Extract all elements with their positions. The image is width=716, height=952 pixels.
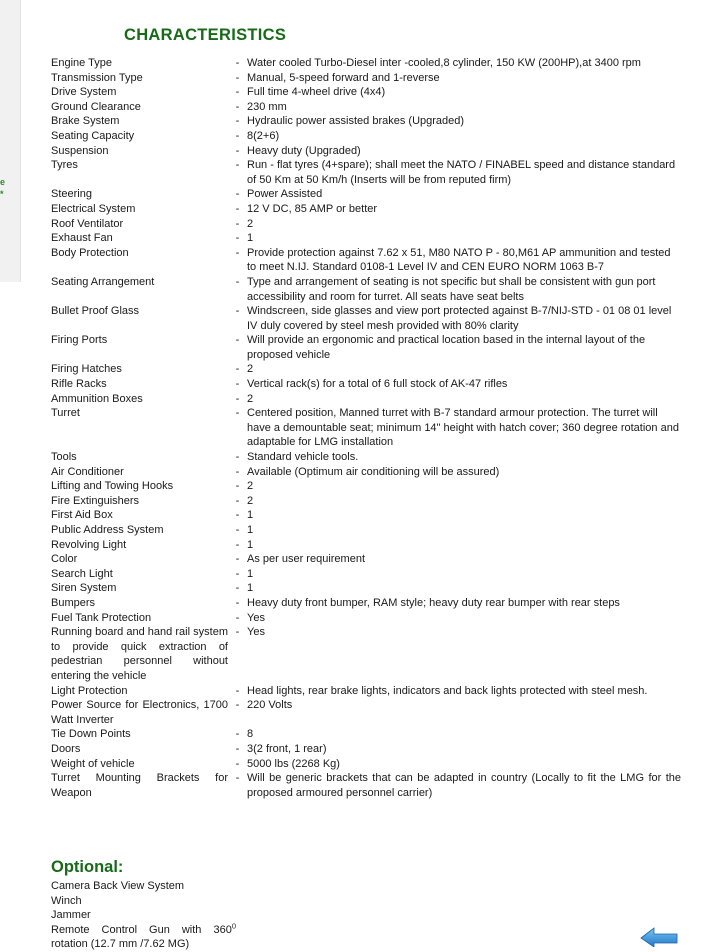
spec-row (51, 479, 681, 494)
spec-label: Lifting and Towing Hooks (51, 480, 174, 493)
spec-separator: - (235, 596, 240, 609)
spec-separator: - (235, 611, 240, 624)
spec-separator: - (235, 772, 240, 785)
spec-row (51, 114, 681, 129)
spec-row (51, 567, 681, 582)
spec-separator: - (235, 524, 240, 536)
spec-row (51, 56, 681, 71)
spec-row (51, 246, 681, 275)
spec-row (51, 362, 681, 377)
spec-separator: - (235, 71, 240, 84)
spec-label: Seating Capacity (51, 129, 135, 142)
spec-row (51, 611, 681, 626)
spec-label: Brake System (51, 115, 120, 128)
spec-value: Windscreen, side glasses and view port protected against B-7/NIJ-STD - 01 08 01 level IV duly covered by steel mesh provided with 80% clarity (247, 305, 672, 332)
spec-value: 1 (247, 538, 254, 551)
remote-gun-rest: rotation (12.7 mm /7.62 MG) (51, 938, 190, 951)
spec-value: 1 (247, 524, 254, 536)
spec-separator: - (235, 232, 240, 245)
spec-value: 12 V DC, 85 AMP or better (247, 202, 378, 215)
spec-separator: - (235, 699, 240, 712)
spec-separator: - (235, 407, 240, 420)
spec-label: Roof Ventilator (51, 217, 124, 230)
spec-label: Running board and hand rail system to provide quick extraction of pedestrian personnel without entering the vehicle (51, 626, 228, 682)
spec-separator: - (235, 728, 240, 741)
spec-label: Suspension (51, 144, 109, 157)
spec-value: 2 (247, 217, 254, 230)
spec-separator: - (235, 757, 240, 770)
remote-gun-text: Remote Control Gun with 360 (51, 923, 232, 936)
spec-separator: - (235, 553, 240, 566)
spec-label: Body Protection (51, 246, 129, 259)
spec-label: Siren System (51, 582, 117, 595)
spec-separator: - (235, 378, 240, 391)
spec-label: Bumpers (51, 596, 96, 609)
spec-label: Color (51, 553, 78, 566)
spec-value: 1 (247, 582, 254, 595)
spec-separator: - (235, 494, 240, 507)
spec-value: Will be generic brackets that can be adapted in country (Locally to fit the LMG for the proposed armoured personnel carrier) (247, 772, 681, 799)
side-mark: * (0, 189, 4, 199)
spec-row (51, 523, 681, 538)
spec-separator: - (235, 86, 240, 99)
spec-label: First Aid Box (51, 509, 113, 522)
spec-value: Head lights, rear brake lights, indicators and back lights protected with steel mesh. (247, 684, 648, 697)
spec-label: Fuel Tank Protection (51, 611, 152, 624)
spec-value: 230 mm (247, 100, 287, 113)
spec-separator: - (235, 305, 240, 318)
spec-value: As per user requirement (247, 553, 365, 566)
spec-label: Tyres (51, 159, 78, 172)
spec-label: Light Protection (51, 684, 128, 697)
optional-item: Camera Back View System (51, 880, 185, 892)
spec-value: 1 (247, 567, 254, 580)
spec-row (51, 71, 681, 86)
spec-value: 5000 lbs (2268 Kg) (247, 757, 340, 770)
spec-label: Turret Mounting Brackets for Weapon (51, 772, 228, 799)
spec-value: 1 (247, 509, 254, 522)
remote-gun-sup: 0 (231, 921, 236, 931)
spec-label: Ammunition Boxes (51, 392, 143, 405)
spec-value: Run - flat tyres (4+spare); shall meet the NATO / FINABEL speed and distance standard of 50 Km at 50 Km/h (Inserts will be from reputed firm) (247, 159, 676, 186)
side-mark: e (0, 177, 6, 187)
spec-value: Yes (247, 611, 265, 624)
spec-value: 2 (247, 392, 254, 405)
spec-separator: - (235, 129, 240, 142)
spec-value: 1 (247, 232, 254, 245)
spec-row (51, 771, 681, 800)
optional-item: Winch (51, 894, 82, 907)
spec-row (51, 158, 681, 187)
spec-value: Standard vehicle tools. (247, 451, 359, 464)
spec-row (51, 494, 681, 509)
spec-table (51, 56, 681, 800)
spec-label: Public Address System (51, 524, 164, 536)
spec-separator: - (235, 480, 240, 493)
spec-separator: - (235, 159, 240, 172)
spec-separator: - (235, 115, 240, 128)
spec-label: Seating Arrangement (51, 275, 155, 288)
spec-row (51, 742, 681, 757)
spec-value: Centered position, Manned turret with B-7 standard armour protection. The turret will have a demountable seat; minimum 14" height with hatch cover; 360 degree rotation and adaptable for LMG installation (247, 407, 679, 449)
spec-separator: - (235, 217, 240, 230)
spec-row (51, 333, 681, 362)
spec-row (51, 757, 681, 772)
spec-row (51, 465, 681, 480)
spec-label: Doors (51, 742, 81, 755)
spec-row (51, 377, 681, 392)
spec-row (51, 406, 681, 450)
spec-label: Electrical System (51, 202, 136, 215)
page-title: CHARACTERISTICS (124, 26, 287, 44)
spec-value: Type and arrangement of seating is not specific but shall be consistent with gun port accessibility and room for turret. All seats have seat belts (247, 275, 656, 303)
spec-row (51, 508, 681, 523)
spec-row (51, 392, 681, 407)
spec-separator: - (235, 451, 240, 464)
spec-value: Water cooled Turbo-Diesel inter -cooled,8 cylinder, 150 KW (200HP),at 3400 rpm (247, 57, 641, 69)
spec-label: Steering (51, 188, 92, 201)
spec-label: Firing Hatches (51, 363, 122, 376)
spec-value: Power Assisted (247, 188, 323, 201)
optional-item-remote-gun (51, 923, 236, 952)
spec-label: Tie Down Points (51, 728, 131, 741)
spec-value: Hydraulic power assisted brakes (Upgraded) (247, 115, 465, 128)
spec-separator: - (235, 626, 240, 639)
spec-label: Tools (51, 451, 77, 464)
spec-label: Search Light (51, 567, 113, 580)
spec-separator: - (235, 275, 240, 288)
spec-separator: - (235, 57, 240, 69)
spec-label: Rifle Racks (51, 378, 107, 391)
spec-value: 3(2 front, 1 rear) (247, 742, 327, 755)
spec-separator: - (235, 246, 240, 259)
spec-row (51, 275, 681, 304)
spec-separator: - (235, 188, 240, 201)
spec-label: Exhaust Fan (51, 232, 113, 245)
spec-separator: - (235, 144, 240, 157)
spec-row (51, 684, 681, 699)
spec-separator: - (235, 100, 240, 113)
spec-row (51, 100, 681, 115)
optional-title: Optional: (51, 858, 124, 876)
spec-value: 8(2+6) (247, 129, 280, 142)
spec-value: Vertical rack(s) for a total of 6 full stock of AK-47 rifles (247, 378, 508, 391)
spec-separator: - (235, 392, 240, 405)
spec-row (51, 581, 681, 596)
spec-value: Heavy duty front bumper, RAM style; heavy duty rear bumper with rear steps (247, 596, 620, 609)
spec-row (51, 450, 681, 465)
spec-separator: - (235, 538, 240, 551)
spec-row (51, 727, 681, 742)
spec-separator: - (235, 509, 240, 522)
spec-row (51, 187, 681, 202)
spec-label: Fire Extinguishers (51, 494, 140, 507)
spec-label: Revolving Light (51, 538, 127, 551)
spec-label: Turret (51, 407, 80, 420)
spec-separator: - (235, 582, 240, 595)
spec-row (51, 202, 681, 217)
spec-value: 220 Volts (247, 699, 293, 712)
spec-row (51, 698, 681, 727)
spec-row (51, 538, 681, 553)
spec-row (51, 85, 681, 100)
spec-separator: - (235, 465, 240, 478)
spec-value: Will provide an ergonomic and practical location based in the internal layout of the proposed vehicle (247, 334, 646, 361)
spec-label: Weight of vehicle (51, 757, 135, 770)
left-side-panel (0, 0, 21, 282)
spec-row (51, 129, 681, 144)
spec-row (51, 552, 681, 567)
spec-label: Bullet Proof Glass (51, 305, 140, 318)
spec-separator: - (235, 202, 240, 215)
spec-value: 8 (247, 728, 254, 741)
spec-row (51, 217, 681, 232)
optional-list (51, 879, 236, 952)
spec-value: Provide protection against 7.62 x 51, M80 NATO P - 80,M61 AP ammunition and tested to meet N.IJ. Standard 0108-1 Level IV and CEN EURO NORM 1063 B-7 (247, 246, 671, 274)
spec-value: Full time 4-wheel drive (4x4) (247, 86, 386, 99)
optional-item: Jammer (51, 909, 91, 922)
spec-row (51, 144, 681, 159)
spec-separator: - (235, 742, 240, 755)
spec-value: Heavy duty (Upgraded) (247, 144, 361, 157)
spec-label: Ground Clearance (51, 100, 141, 113)
spec-separator: - (235, 363, 240, 376)
spec-separator: - (235, 684, 240, 697)
spec-value: Manual, 5-speed forward and 1-reverse (247, 71, 440, 84)
spec-row (51, 625, 681, 683)
spec-row (51, 596, 681, 611)
spec-value: 2 (247, 494, 254, 507)
spec-label: Firing Ports (51, 334, 108, 347)
spec-label: Engine Type (51, 57, 112, 69)
spec-label: Transmission Type (51, 71, 143, 84)
spec-value: Available (Optimum air conditioning will be assured) (247, 465, 500, 478)
spec-row (51, 231, 681, 246)
spec-value: 2 (247, 480, 254, 493)
spec-separator: - (235, 334, 240, 347)
spec-label: Drive System (51, 86, 117, 99)
side-panel-marks (0, 176, 5, 200)
spec-row (51, 304, 681, 333)
spec-separator: - (235, 567, 240, 580)
back-arrow-icon[interactable] (640, 926, 678, 947)
spec-value: Yes (247, 626, 265, 639)
spec-label: Air Conditioner (51, 465, 124, 478)
spec-label: Power Source for Electronics, 1700 Watt Inverter (51, 699, 228, 726)
spec-value: 2 (247, 363, 254, 376)
